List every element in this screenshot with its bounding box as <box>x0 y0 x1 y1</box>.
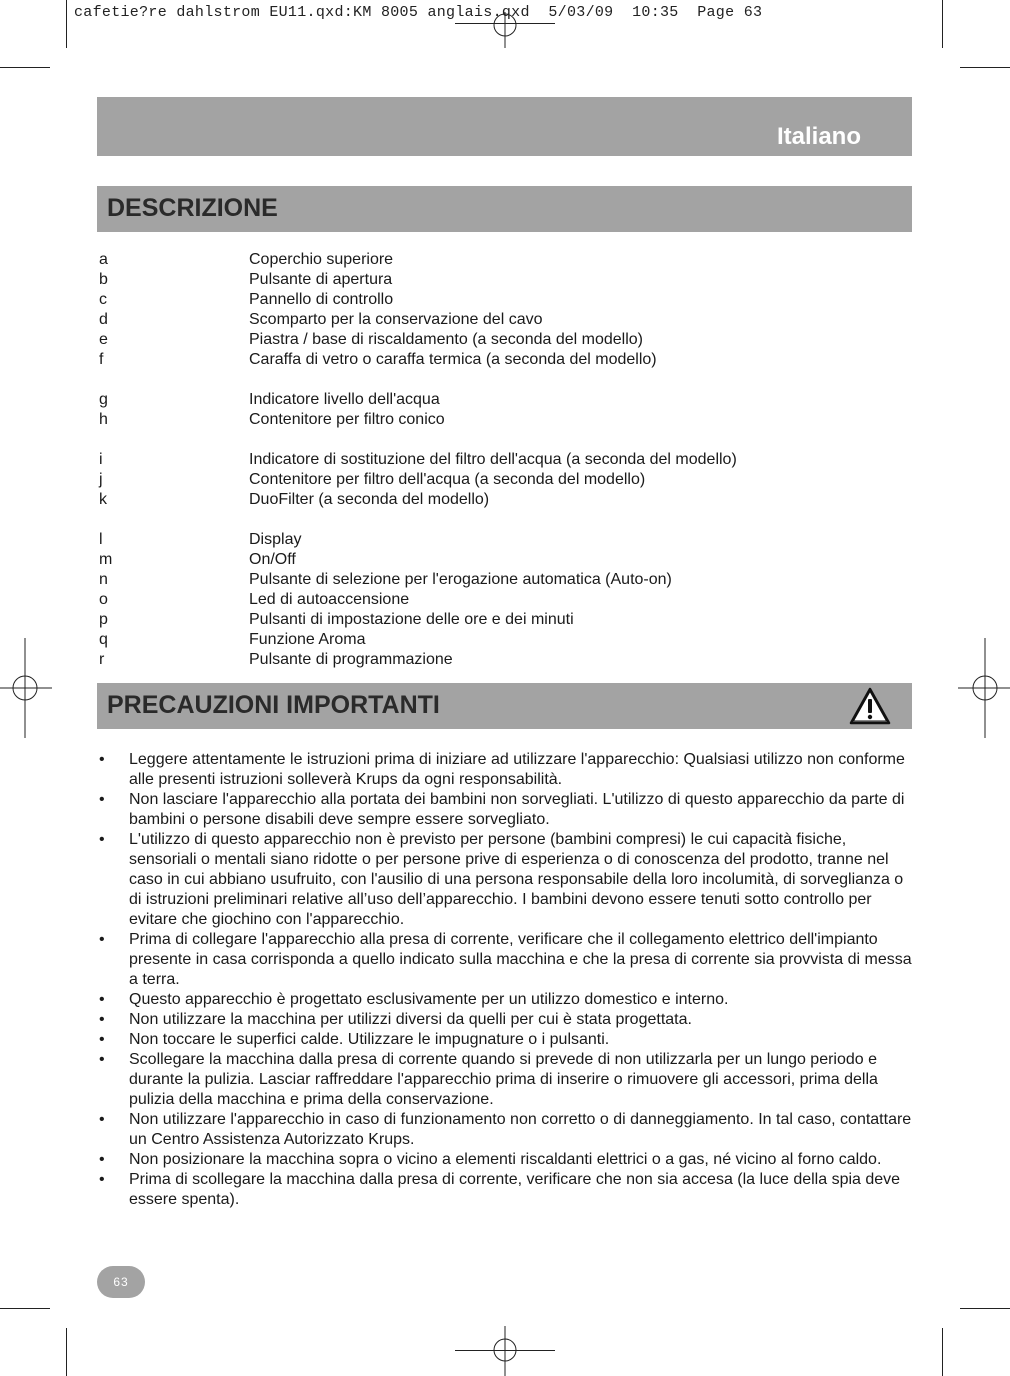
description-item-label: Indicatore livello dell'acqua <box>249 391 440 408</box>
description-item-letter: e <box>99 331 108 348</box>
description-item <box>99 630 899 650</box>
description-item-letter: p <box>99 611 108 628</box>
description-item-label: Display <box>249 531 302 548</box>
bullet-marker: • <box>99 1011 105 1028</box>
precaution-item <box>97 990 912 1010</box>
description-list <box>99 250 899 670</box>
description-item <box>99 650 899 670</box>
description-header <box>97 186 912 232</box>
description-item-label: Scomparto per la conservazione del cavo <box>249 311 543 328</box>
description-item <box>99 590 899 610</box>
precautions-header <box>97 683 912 729</box>
precaution-item <box>97 930 912 990</box>
description-item-label: Funzione Aroma <box>249 631 366 648</box>
bullet-marker: • <box>99 1151 105 1168</box>
description-item-letter: d <box>99 311 108 328</box>
language-header <box>97 97 912 156</box>
description-item-letter: r <box>99 651 105 668</box>
description-item <box>99 270 899 290</box>
bullet-marker: • <box>99 1111 105 1128</box>
description-item <box>99 490 899 510</box>
description-item-letter: h <box>99 411 108 428</box>
description-item-label: Pulsanti di impostazione delle ore e dei minuti <box>249 611 574 628</box>
description-item-letter: a <box>99 251 108 268</box>
page-number: 63 <box>97 1266 145 1298</box>
description-item-letter: i <box>99 451 103 468</box>
bullet-marker: • <box>99 751 105 768</box>
description-item-label: Led di autoaccensione <box>249 591 410 608</box>
description-item-label: Contenitore per filtro dell'acqua (a seconda del modello) <box>249 471 646 488</box>
description-item-label: Coperchio superiore <box>249 251 394 268</box>
precaution-text: Non lasciare l'apparecchio alla portata dei bambini non sorvegliati. L'utilizzo di questo apparecchio da parte di bambini o persone disabili deve sempre essere sorvegliato. <box>129 791 905 828</box>
language-label: Italiano <box>776 123 861 150</box>
precaution-item <box>97 1150 912 1170</box>
description-item <box>99 610 899 630</box>
description-item <box>99 570 899 590</box>
precaution-text: Prima di collegare l'apparecchio alla presa di corrente, verificare che il collegamento elettrico dell'impianto presente in casa corrisponda a quello indicato sulla macchina e che la presa di corrente sia provvista di messa a terra. <box>129 931 912 988</box>
precautions-title: PRECAUZIONI IMPORTANTI <box>107 691 440 719</box>
description-item-letter: b <box>99 271 108 288</box>
bullet-marker: • <box>99 1031 105 1048</box>
precaution-text: Non utilizzare l'apparecchio in caso di funzionamento non corretto o di danneggiamento. In tal caso, contattare un Centro Assistenza Autorizzato Krups. <box>129 1111 912 1148</box>
precaution-item <box>97 1010 912 1030</box>
print-slug: cafetie?re dahlstrom EU11.qxd:KM 8005 anglais.qxd 5/03/09 10:35 Page 63 <box>74 4 763 21</box>
description-item-letter: o <box>99 591 108 608</box>
description-item-label: Pulsante di programmazione <box>249 651 453 668</box>
precaution-text: Non utilizzare la macchina per utilizzi diversi da quelli per cui è stata progettata. <box>129 1011 692 1028</box>
bullet-marker: • <box>99 1051 105 1068</box>
precaution-text: L'utilizzo di questo apparecchio non è previsto per persone (bambini compresi) le cui capacità fisiche, sensoriali o mentali siano ridotte o per persone prive di esperienza o di conoscenza del prodotto, tranne nel caso in cui abbiano usufruito, con l'ausilio di una persona responsabile della loro incolumità, di sorveglianza o di istruzioni preliminari relative all’uso dell’apparecchio. I bambini devono essere tenuti sotto controllo per evitare che giochino con l'apparecchio. <box>129 831 904 928</box>
precaution-text: Non toccare le superfici calde. Utilizzare le impugnature o i pulsanti. <box>129 1031 610 1048</box>
description-item <box>99 310 899 330</box>
description-item <box>99 250 899 270</box>
description-item-letter: j <box>99 471 103 488</box>
description-item-label: On/Off <box>249 551 296 568</box>
description-item <box>99 330 899 350</box>
description-item-label: Pulsante di apertura <box>249 271 393 288</box>
registration-mark-bottom <box>490 1326 520 1376</box>
description-item <box>99 390 899 410</box>
description-item <box>99 550 899 570</box>
precaution-text: Questo apparecchio è progettato esclusivamente per un utilizzo domestico e interno. <box>129 991 729 1008</box>
description-item-letter: k <box>99 491 107 508</box>
description-item-label: Piastra / base di riscaldamento (a seconda del modello) <box>249 331 643 348</box>
precaution-item <box>97 750 912 790</box>
precaution-item <box>97 1170 912 1210</box>
description-item <box>99 290 899 310</box>
bullet-marker: • <box>99 831 105 848</box>
description-item-label: Caraffa di vetro o caraffa termica (a seconda del modello) <box>249 351 657 368</box>
bullet-marker: • <box>99 791 105 808</box>
description-item <box>99 410 899 430</box>
precaution-text: Leggere attentamente le istruzioni prima di iniziare ad utilizzare l'apparecchio: Qualsiasi utilizzo non conforme alle presenti istruzioni solleverà Krups da ogni responsabilità. <box>129 751 905 788</box>
description-item-letter: f <box>99 351 104 368</box>
precaution-text: Non posizionare la macchina sopra o vicino a elementi riscaldanti elettrici o a gas, né vicino al forno caldo. <box>129 1151 882 1168</box>
description-item-letter: q <box>99 631 108 648</box>
description-item <box>99 450 899 470</box>
description-item-letter: g <box>99 391 108 408</box>
description-item-label: Pannello di controllo <box>249 291 394 308</box>
registration-mark-right <box>958 638 1010 738</box>
precaution-item <box>97 790 912 830</box>
registration-mark-left <box>0 638 52 738</box>
description-item-label: Pulsante di selezione per l'erogazione automatica (Auto-on) <box>249 571 672 588</box>
description-item <box>99 530 899 550</box>
precaution-text: Prima di scollegare la macchina dalla presa di corrente, verificare che non sia accesa (la luce della spia deve essere spenta). <box>129 1171 901 1208</box>
description-item-label: DuoFilter (a seconda del modello) <box>249 491 490 508</box>
warning-triangle-icon <box>848 686 892 726</box>
precautions-list <box>97 750 912 1210</box>
description-item-label: Contenitore per filtro conico <box>249 411 445 428</box>
description-item-label: Indicatore di sostituzione del filtro dell'acqua (a seconda del modello) <box>249 451 737 468</box>
description-item-letter: l <box>99 531 103 548</box>
description-item <box>99 470 899 490</box>
description-title: DESCRIZIONE <box>107 194 278 222</box>
description-item-letter: c <box>99 291 107 308</box>
precaution-item <box>97 1030 912 1050</box>
description-item <box>99 350 899 370</box>
bullet-marker: • <box>99 991 105 1008</box>
registration-mark-top <box>490 12 520 48</box>
precaution-text: Scollegare la macchina dalla presa di corrente quando si prevede di non utilizzarla per un lungo periodo e durante la pulizia. Lasciar raffreddare l'apparecchio prima di inserire o rimuovere gli accessori, prima della pulizia della macchina e prima della conservazione. <box>129 1051 878 1108</box>
precaution-item <box>97 1050 912 1110</box>
bullet-marker: • <box>99 931 105 948</box>
description-item-letter: m <box>99 551 113 568</box>
precaution-item <box>97 830 912 930</box>
precaution-item <box>97 1110 912 1150</box>
bullet-marker: • <box>99 1171 105 1188</box>
description-item-letter: n <box>99 571 108 588</box>
